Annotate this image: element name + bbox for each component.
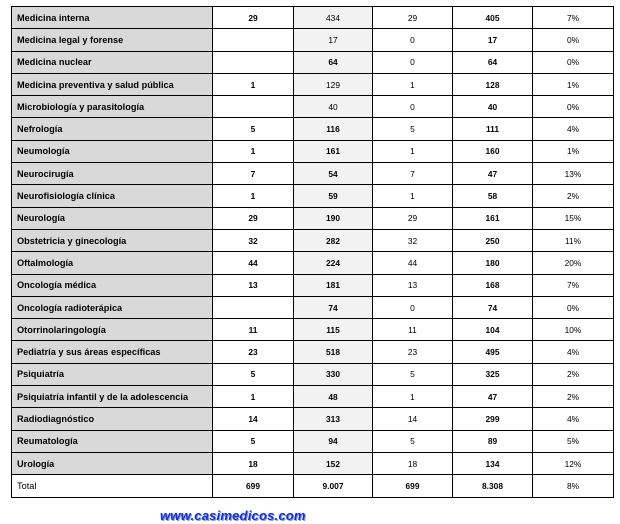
- specialty-name: Reumatología: [12, 430, 213, 452]
- table-row: [12, 96, 614, 118]
- value-col-1: 1: [213, 185, 294, 207]
- total-col-2: 9.007: [294, 475, 373, 497]
- table-row: [12, 163, 614, 185]
- value-col-4: 405: [453, 7, 533, 29]
- value-col-4: 47: [453, 386, 533, 408]
- value-col-3: 1: [373, 140, 453, 162]
- value-col-1: 11: [213, 319, 294, 341]
- value-col-3: 14: [373, 408, 453, 430]
- percent-col: 1%: [533, 140, 614, 162]
- value-col-2: 94: [294, 430, 373, 452]
- specialty-name: Pediatría y sus áreas específicas: [12, 341, 213, 363]
- value-col-1: [213, 296, 294, 318]
- percent-col: 2%: [533, 185, 614, 207]
- value-col-1: 1: [213, 386, 294, 408]
- specialty-name: Oncología radioterápica: [12, 296, 213, 318]
- value-col-4: 40: [453, 96, 533, 118]
- value-col-2: 48: [294, 386, 373, 408]
- value-col-2: 181: [294, 274, 373, 296]
- percent-col: 5%: [533, 430, 614, 452]
- table-row: [12, 207, 614, 229]
- value-col-1: 5: [213, 430, 294, 452]
- value-col-1: 13: [213, 274, 294, 296]
- value-col-2: 518: [294, 341, 373, 363]
- value-col-3: 44: [373, 252, 453, 274]
- value-col-2: 161: [294, 140, 373, 162]
- specialty-name: Psiquiatría: [12, 363, 213, 385]
- specialty-name: Medicina preventiva y salud pública: [12, 73, 213, 95]
- value-col-2: 313: [294, 408, 373, 430]
- value-col-4: 160: [453, 140, 533, 162]
- value-col-1: 29: [213, 7, 294, 29]
- specialty-name: Neurocirugía: [12, 163, 213, 185]
- table-row: [12, 274, 614, 296]
- casimedicos-watermark: www.casimedicos.com: [160, 508, 306, 523]
- table-row: [12, 185, 614, 207]
- specialty-name: Medicina legal y forense: [12, 29, 213, 51]
- value-col-4: 495: [453, 341, 533, 363]
- value-col-2: 190: [294, 207, 373, 229]
- table-row: [12, 341, 614, 363]
- table-row: [12, 319, 614, 341]
- value-col-4: 74: [453, 296, 533, 318]
- specialty-name: Nefrología: [12, 118, 213, 140]
- specialty-name: Oncología médica: [12, 274, 213, 296]
- percent-col: 11%: [533, 229, 614, 251]
- percent-col: 2%: [533, 386, 614, 408]
- percent-col: 0%: [533, 296, 614, 318]
- value-col-4: 104: [453, 319, 533, 341]
- value-col-1: [213, 29, 294, 51]
- specialty-name: Oftalmología: [12, 252, 213, 274]
- value-col-2: 64: [294, 51, 373, 73]
- specialty-name: Otorrinolaringología: [12, 319, 213, 341]
- value-col-2: 115: [294, 319, 373, 341]
- value-col-3: 0: [373, 296, 453, 318]
- value-col-3: 5: [373, 363, 453, 385]
- table-row: [12, 386, 614, 408]
- percent-col: 4%: [533, 118, 614, 140]
- value-col-3: 0: [373, 51, 453, 73]
- value-col-1: 1: [213, 140, 294, 162]
- value-col-2: 116: [294, 118, 373, 140]
- value-col-4: 299: [453, 408, 533, 430]
- value-col-4: 161: [453, 207, 533, 229]
- value-col-1: 18: [213, 452, 294, 474]
- total-percent: 8%: [533, 475, 614, 497]
- percent-col: 13%: [533, 163, 614, 185]
- value-col-4: 58: [453, 185, 533, 207]
- table-row: [12, 296, 614, 318]
- value-col-4: 180: [453, 252, 533, 274]
- value-col-3: 13: [373, 274, 453, 296]
- value-col-3: 32: [373, 229, 453, 251]
- specialty-name: Neumología: [12, 140, 213, 162]
- value-col-1: 5: [213, 363, 294, 385]
- value-col-3: 1: [373, 73, 453, 95]
- total-col-4: 8.308: [453, 475, 533, 497]
- value-col-3: 7: [373, 163, 453, 185]
- value-col-2: 224: [294, 252, 373, 274]
- percent-col: 20%: [533, 252, 614, 274]
- value-col-1: 44: [213, 252, 294, 274]
- table-row: [12, 118, 614, 140]
- value-col-4: 17: [453, 29, 533, 51]
- value-col-4: 134: [453, 452, 533, 474]
- value-col-1: 14: [213, 408, 294, 430]
- table-row: [12, 252, 614, 274]
- table-row: [12, 430, 614, 452]
- table-row: [12, 29, 614, 51]
- value-col-4: 250: [453, 229, 533, 251]
- value-col-1: 23: [213, 341, 294, 363]
- value-col-2: 282: [294, 229, 373, 251]
- value-col-2: 74: [294, 296, 373, 318]
- value-col-4: 168: [453, 274, 533, 296]
- value-col-3: 0: [373, 29, 453, 51]
- value-col-2: 54: [294, 163, 373, 185]
- percent-col: 0%: [533, 51, 614, 73]
- specialty-name: Obstetricia y ginecología: [12, 229, 213, 251]
- value-col-3: 5: [373, 430, 453, 452]
- value-col-2: 434: [294, 7, 373, 29]
- value-col-4: 64: [453, 51, 533, 73]
- percent-col: 7%: [533, 274, 614, 296]
- percent-col: 15%: [533, 207, 614, 229]
- specialty-name: Psiquiatría infantil y de la adolescencia: [12, 386, 213, 408]
- value-col-3: 29: [373, 207, 453, 229]
- table-row: [12, 363, 614, 385]
- total-row: [12, 475, 614, 497]
- total-col-3: 699: [373, 475, 453, 497]
- specialty-name: Radiodiagnóstico: [12, 408, 213, 430]
- percent-col: 1%: [533, 73, 614, 95]
- percent-col: 4%: [533, 341, 614, 363]
- specialty-name: Urología: [12, 452, 213, 474]
- value-col-3: 1: [373, 386, 453, 408]
- value-col-3: 5: [373, 118, 453, 140]
- percent-col: 0%: [533, 96, 614, 118]
- table-row: [12, 73, 614, 95]
- specialty-name: Neurofisiología clínica: [12, 185, 213, 207]
- percent-col: 10%: [533, 319, 614, 341]
- value-col-4: 47: [453, 163, 533, 185]
- percent-col: 2%: [533, 363, 614, 385]
- value-col-3: 0: [373, 96, 453, 118]
- value-col-1: [213, 96, 294, 118]
- value-col-4: 325: [453, 363, 533, 385]
- specialty-name: Medicina interna: [12, 7, 213, 29]
- percent-col: 12%: [533, 452, 614, 474]
- value-col-4: 89: [453, 430, 533, 452]
- value-col-2: 129: [294, 73, 373, 95]
- percent-col: 7%: [533, 7, 614, 29]
- specialty-name: Neurología: [12, 207, 213, 229]
- value-col-1: 32: [213, 229, 294, 251]
- value-col-4: 128: [453, 73, 533, 95]
- value-col-1: 5: [213, 118, 294, 140]
- value-col-2: 17: [294, 29, 373, 51]
- value-col-3: 23: [373, 341, 453, 363]
- table-row: [12, 51, 614, 73]
- percent-col: 0%: [533, 29, 614, 51]
- value-col-4: 111: [453, 118, 533, 140]
- value-col-2: 330: [294, 363, 373, 385]
- value-col-2: 152: [294, 452, 373, 474]
- value-col-3: 18: [373, 452, 453, 474]
- table-row: [12, 452, 614, 474]
- specialty-name: Microbiología y parasitología: [12, 96, 213, 118]
- percent-col: 4%: [533, 408, 614, 430]
- table-row: [12, 7, 614, 29]
- specialty-table: [11, 6, 614, 498]
- table-row: [12, 229, 614, 251]
- value-col-1: [213, 51, 294, 73]
- value-col-2: 59: [294, 185, 373, 207]
- value-col-3: 29: [373, 7, 453, 29]
- table-row: [12, 140, 614, 162]
- value-col-3: 11: [373, 319, 453, 341]
- value-col-2: 40: [294, 96, 373, 118]
- total-label: Total: [12, 475, 213, 497]
- specialty-name: Medicina nuclear: [12, 51, 213, 73]
- table-body: [12, 7, 614, 498]
- value-col-1: 29: [213, 207, 294, 229]
- table-row: [12, 408, 614, 430]
- total-col-1: 699: [213, 475, 294, 497]
- value-col-3: 1: [373, 185, 453, 207]
- value-col-1: 7: [213, 163, 294, 185]
- value-col-1: 1: [213, 73, 294, 95]
